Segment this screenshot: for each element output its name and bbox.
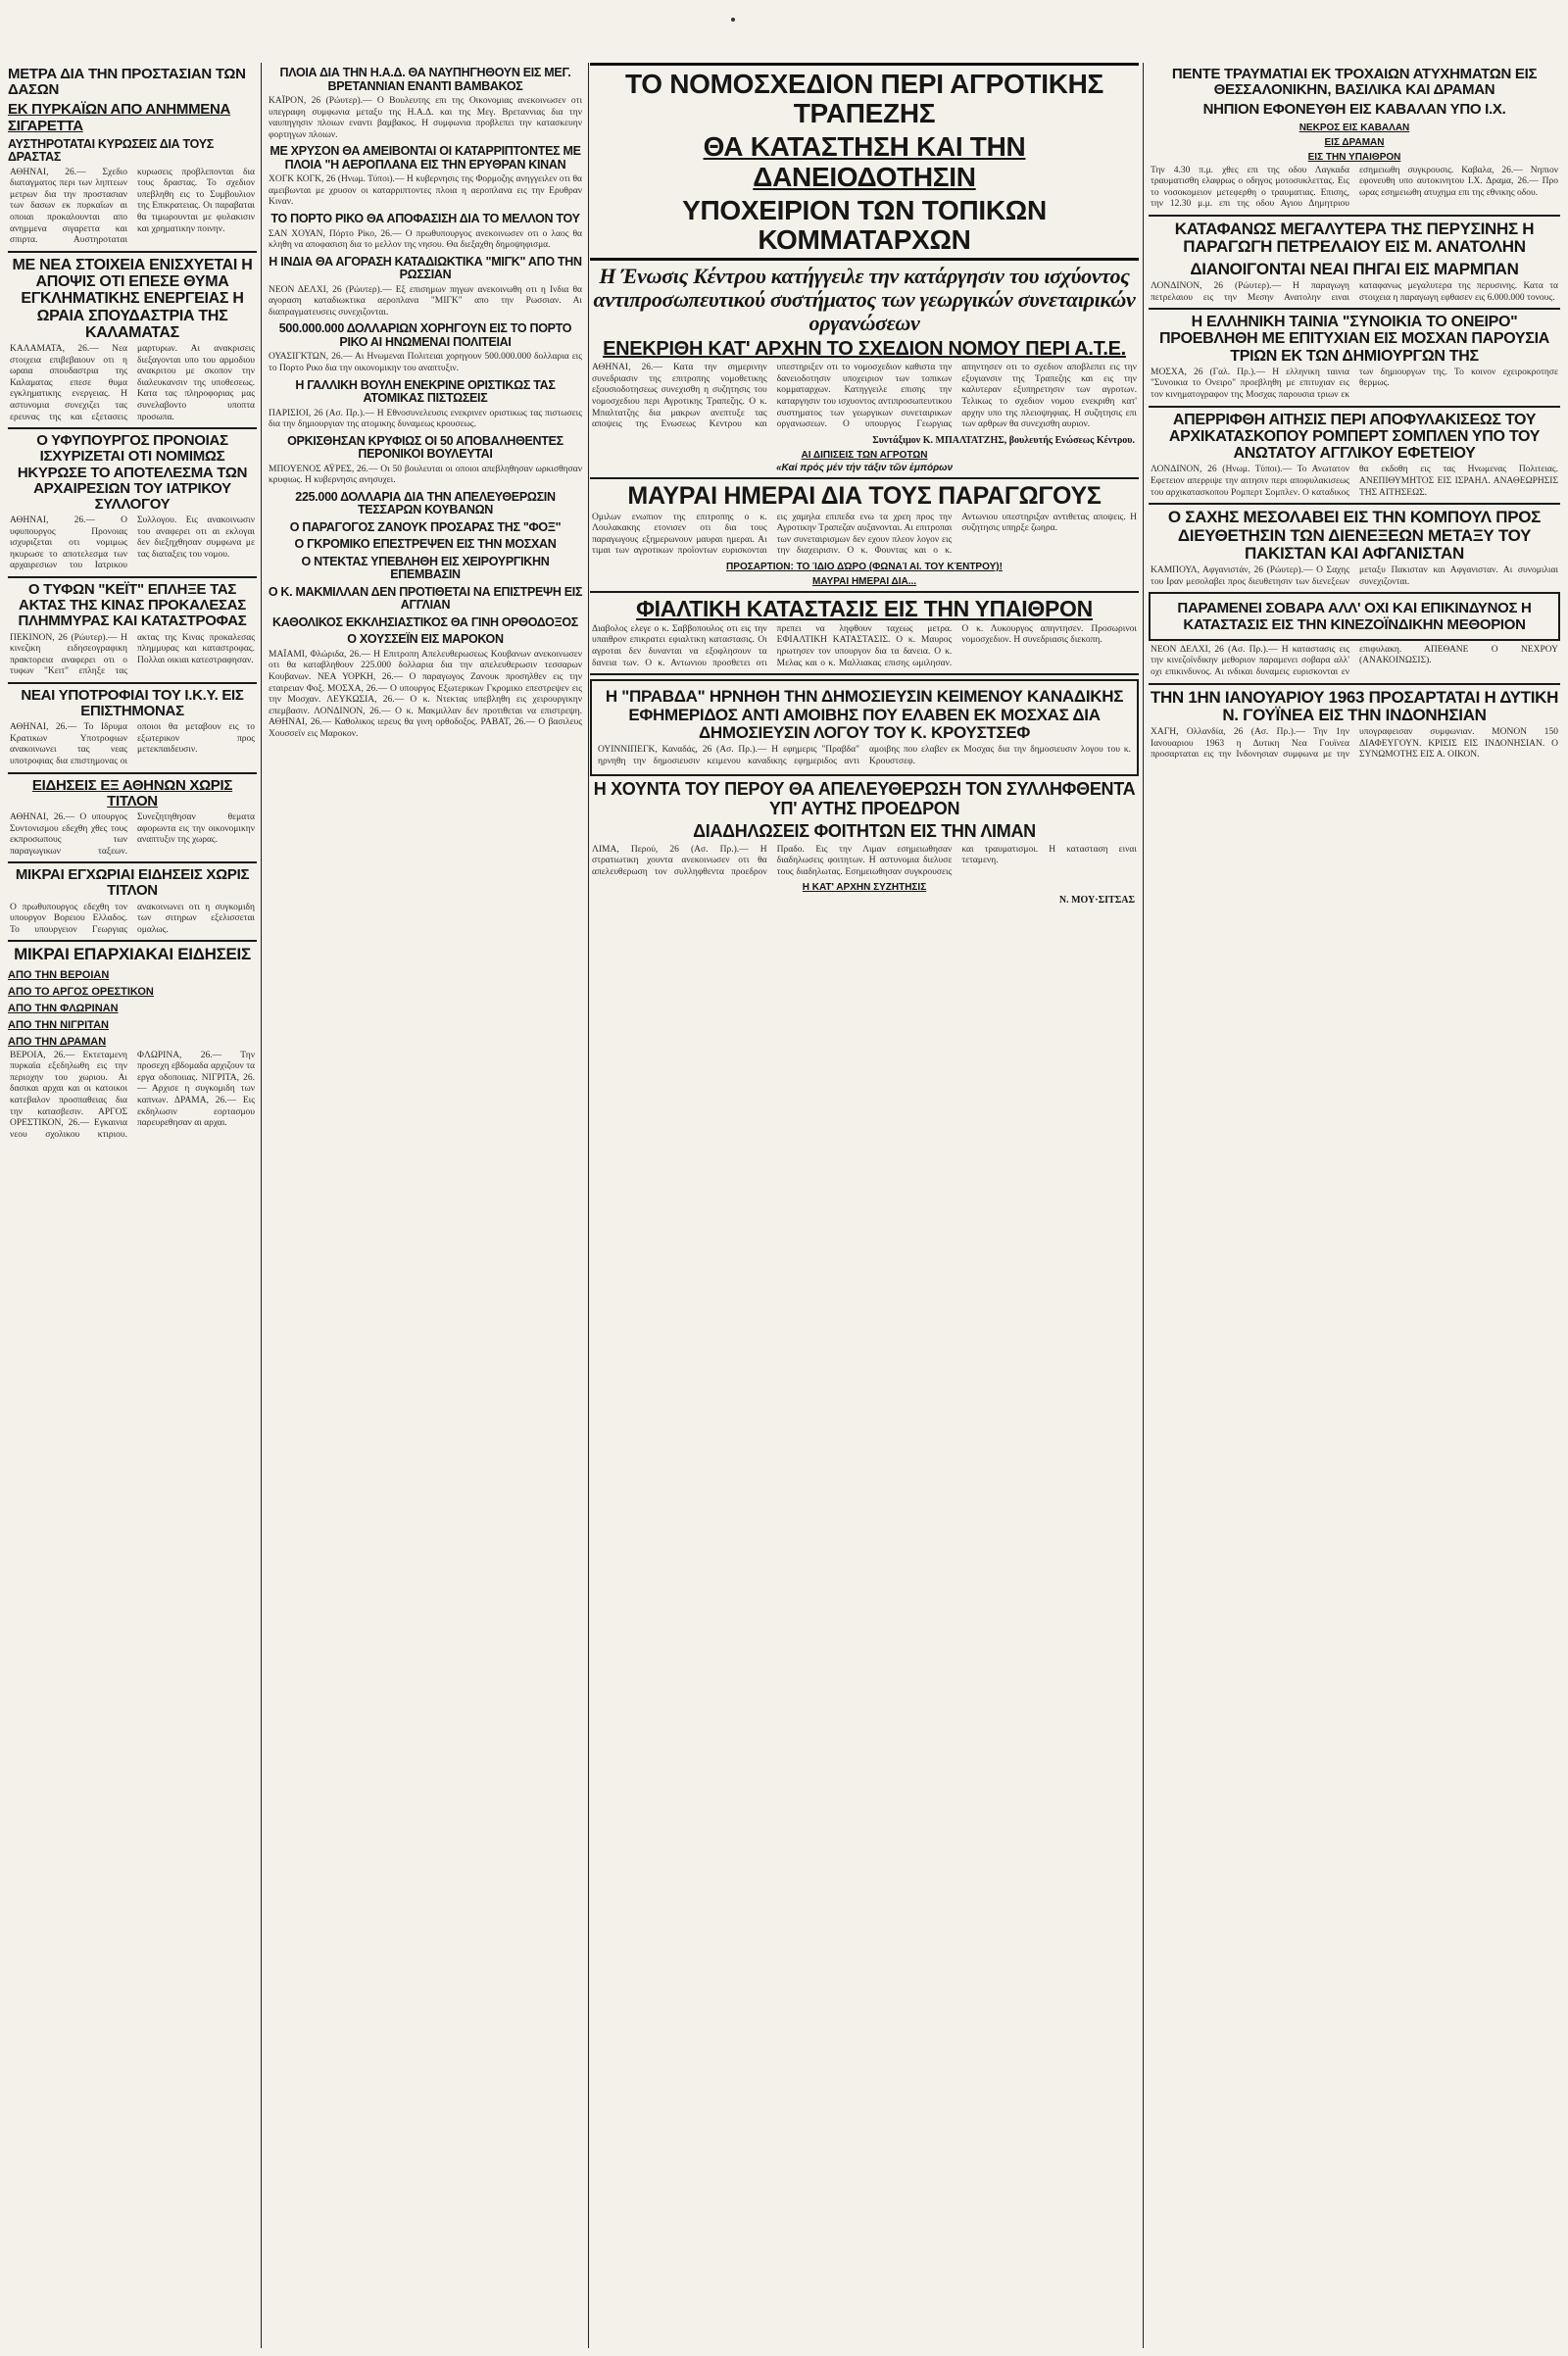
subtitle-drama: ΕΙΣ ΔΡΑΜΑΝ xyxy=(1324,136,1385,148)
main-headline-3: ΥΠΟΧΕΙΡΙΟΝ ΤΩΝ ΤΟΠΙΚΩΝ ΚΟΜΜΑΤΑΡΧΩΝ xyxy=(682,194,1047,256)
subtitle-annex: ΠΡΟΣΑΡΤΙΟΝ: ΤΟ ΊΔΙΟ ΔΏΡΟ (ΦΩΝΑΊ ΑΙ. ΤΟΥ ΚΈΝΤΡΟΥ)! xyxy=(726,562,1003,573)
divider xyxy=(1149,215,1560,217)
headline-kalamata: ΜΕ ΝΕΑ ΣΤΟΙΧΕΙΑ ΕΝΙΣΧΥΕΤΑΙ Η ΑΠΟΨΙΣ ΟΤΙ ΕΠΕΣΕ ΘΥΜΑ ΕΓΚΛΗΜΑΤΙΚΗΣ ΕΝΕΡΓΕΙΑΣ Η ΩΡΑΙΑ ΣΠΟΥΔΑΣΤΡΙΑ ΤΗΣ ΚΑΛΑΜΑΤΑΣ xyxy=(12,256,253,341)
divider xyxy=(8,251,257,253)
main-headline-2: ΘΑ ΚΑΤΑΣΤΗΣΗ ΚΑΙ ΤΗΝ ΔΑΝΕΙΟΔΟΤΗΣΙΝ xyxy=(703,131,1026,192)
article-ships: ΚΑΪΡΟΝ, 26 (Ρώυτερ).— Ο Βουλευτης επι της Οικονομιας ανεκοινωσεν οτι υπεγραφη συμφωνια μεταξυ της Η.Α.Δ. και της Μεγ. Βρεταννιας δια την ναυπηγησιν πλοιων εναντι βαμβακος. Η συμφωνια προβλεπει την κατασκευην φορτηγων πλοιων. xyxy=(269,96,582,140)
headline-forests: ΜΕΤΡΑ ΔΙΑ ΤΗΝ ΠΡΟΣΤΑΣΙΑΝ ΤΩΝ ΔΑΣΩΝ xyxy=(8,66,246,99)
headline-puerto-rico: ΤΟ ΠΟΡΤΟ ΡΙΚΟ ΘΑ ΑΠΟΦΑΣΙΣΗ ΔΙΑ ΤΟ ΜΕΛΛΟΝ ΤΟΥ xyxy=(270,212,580,226)
article-india-mig: ΝΕΟΝ ΔΕΛΧΙ, 26 (Ρώυτερ).— Εξ επισημων πηγων ανεκοινωθη οτι η Ινδια θα αγοραση καταδιωκτικα αεροπλανα "ΜΙΓΚ" απο την Ρωσσιαν. Αι διαπραγματευσεις συνεχιζονται. xyxy=(269,284,582,318)
subtitle-kavala: ΝΕΚΡΟΣ ΕΙΣ ΚΑΒΑΛΑΝ xyxy=(1298,122,1410,133)
main-headline-1: ΤΟ ΝΟΜΟΣΧΕΔΙΟΝ ΠΕΡΙ ΑΓΡΟΤΙΚΗΣ ΤΡΑΠΕΖΗΣ xyxy=(624,69,1104,129)
main-story xyxy=(590,63,1139,908)
headline-accidents: ΠΕΝΤΕ ΤΡΑΥΜΑΤΙΑΙ ΕΚ ΤΡΟΧΑΙΩΝ ΑΤΥΧΗΜΑΤΩΝ ΕΙΣ ΘΕΣΣΑΛΟΝΙΚΗΝ, ΒΑΣΙΛΙΚΑ ΚΑΙ ΔΡΑΜΑΝ xyxy=(1171,66,1538,99)
article-black-days: Ομιλων ενωπιον της επιτροπης ο κ. Λουλακακης ετονισεν οτι δια τους παραγωγους εξημερωνουν μαυραι ημεραι. Αι τιμαι των αγροτικων προϊοντων ευρισκονται εις χαμηλα επιπεδα ενω τα χρεη προς την Αγροτικην Τραπεζαν αυξανονται. Αι επιτροπαι των συνεταιρισμων δεν εχουν πλεον λογον εις την διαχειρισιν. Ο κ. Φουντας και ο κ. Αντωνιου υπεστηριξαν αντιθετας αποψεις. Η συζητησις υπηρξε ζωηρα. xyxy=(592,512,1137,557)
article-local-news: Ο πρωθυπουργος εδεχθη τον υπουργον Βορειου Ελλαδος. Το υπουργειον Γεωργιας ανακοινωνει οτι η συγκομιδη των σιτηρων εξελισσεται ομαλως. xyxy=(10,902,255,935)
headline-marban: ΔΙΑΝΟΙΓΟΝΤΑΙ ΝΕΑΙ ΠΗΓΑΙ ΕΙΣ ΜΑΡΜΠΑΝ xyxy=(1190,259,1519,278)
headline-french-assembly: Η ΓΑΛΛΙΚΗ ΒΟΥΛΗ ΕΝΕΚΡΙΝΕ ΟΡΙΣΤΙΚΩΣ ΤΑΣ ΑΤΟΜΙΚΑΣ ΠΙΣΤΩΣΕΙΣ xyxy=(295,377,556,406)
main-deck: Η Ένωσις Κέντρου κατήγγειλε την κατάργησιν του ισχύοντος αντιπροσωπευτικού συστήματος των γεωργικών συνεταιρικών οργανώσεων xyxy=(593,264,1136,335)
divider xyxy=(590,673,1139,675)
article-new-guinea: ΧΑΓΗ, Ολλανδία, 26 (Ασ. Πρ.).— Την 1ην Ιανουαριου 1963 η Δυτικη Νεα Γουϊνεα προσαρταται εις την Ινδονησιαν συμφωνα με την υπογραφεισαν συμφωνιαν. ΜΟΝΟΝ 150 ΔΙΑΦΕΥΓΟΥΝ. ΚΡΙΣΙΣ ΕΙΣ ΙΝΔΟΝΗΣΙΑΝ. Ο ΣΥΝΩΜΟΤΗΣ ΕΙΣ Α. ΟΙΚΟΝ. xyxy=(1151,727,1558,761)
main-subhead: ΕΝΕΚΡΙΘΗ ΚΑΤ' ΑΡΧΗΝ ΤΟ ΣΧΕΔΙΟΝ ΝΟΜΟΥ ΠΕΡΙ Α.Τ.Ε. xyxy=(603,337,1126,360)
section-florina: ΑΠΟ ΤΗΝ ΦΛΩΡΙΝΑΝ xyxy=(8,1002,119,1014)
subtitle-countryside: ΕΙΣ ΤΗΝ ΥΠΑΙΘΡΟΝ xyxy=(1307,151,1401,163)
article-nightmare: Διαβολος ελεγε ο κ. Σαββοπουλος οτι εις την υπαιθρον επικρατει εφιαλτικη καταστασις. Οι αγροται δεν δυνανται να εξοφλησουν τα δανεια των. Ο κ. Αντωνιου προσθετει οτι πρεπει να ληφθουν ταχεως μετρα. ΕΦΙΑΛΤΙΚΗ ΚΑΤΑΣΤΑΣΙΣ. Ο κ. Μαυρος ηρωτησεν τον υπουργον δια τα δανεια. Ο κ. Μελας και ο κ. Μαλλιακας επισης ωμιλησαν. Ο κ. Λυκουργος απηντησεν. Προσωρινοι νομοσχεδιον. Η συνεδριασις διεκοπη. xyxy=(592,623,1137,668)
headline-forests-3: ΑΥΣΤΗΡΟΤΑΤΑΙ ΚΥΡΩΣΕΙΣ ΔΙΑ ΤΟΥΣ ΔΡΑΣΤΑΣ xyxy=(8,136,214,165)
pravda-box xyxy=(590,679,1139,776)
divider xyxy=(1149,406,1560,408)
headline-new-guinea: ΤΗΝ 1ΗΝ ΙΑΝΟΥΑΡΙΟΥ 1963 ΠΡΟΣΑΡΤΑΤΑΙ Η ΔΥΤΙΚΗ Ν. ΓΟΥΪΝΕΑ ΕΙΣ ΤΗΝ ΙΝΔΟΝΗΣΙΑΝ xyxy=(1150,687,1559,724)
divider xyxy=(1149,308,1560,310)
headline-denktash: Ο ΝΤΕΚΤΑΣ ΥΠΕΒΛΗΘΗ ΕΙΣ ΧΕΙΡΟΥΡΓΙΚΗΝ ΕΠΕΜΒΑΣΙΝ xyxy=(301,554,550,582)
headline-black-days: ΜΑΥΡΑΙ ΗΜΕΡΑΙ ΔΙΑ ΤΟΥΣ ΠΑΡΑΓΩΓΟΥΣ xyxy=(627,481,1102,510)
divider xyxy=(1149,503,1560,505)
column-rule xyxy=(1143,63,1144,2348)
column-rule xyxy=(588,63,589,2348)
headline-lima: ΔΙΑΔΗΛΩΣΕΙΣ ΦΟΙΤΗΤΩΝ ΕΙΣ ΤΗΝ ΛΙΜΑΝ xyxy=(693,821,1036,842)
article-scholarships: ΑΘΗΝΑΙ, 26.— Το Ιδρυμα Κρατικων Υποτροφιων ανακοινωνει τας νεας υποτροφιας δια επιστημονας οι οποιοι θα μεταβουν εις το εξωτερικον προς μετεκπαιδευσιν. xyxy=(10,722,255,766)
headline-peru: Η ΧΟΥΝΤΑ ΤΟΥ ΠΕΡΟΥ ΘΑ ΑΠΕΛΕΥΘΕΡΩΣΗ ΤΟΝ ΣΥΛΛΗΦΘΕΝΤΑ ΥΠ' ΑΥΤΗΣ ΠΡΟΕΔΡΟΝ xyxy=(593,779,1136,818)
headline-local-news: ΜΙΚΡΑΙ ΕΓΧΩΡΙΑΙ ΕΙΔΗΣΕΙΣ ΧΩΡΙΣ ΤΙΤΛΟΝ xyxy=(15,866,250,900)
headline-film: Η ΕΛΛΗΝΙΚΗ ΤΑΙΝΙΑ "ΣΥΝΟΙΚΙΑ ΤΟ ΟΝΕΙΡΟ" ΠΡΟΕΒΛΗΘΗ ΜΕ ΕΠΙΤΥΧΙΑΝ ΕΙΣ ΜΟΣΧΑΝ ΠΑΡΟΥΣΙΑ ΤΡΙΩΝ ΕΚ ΤΩΝ ΔΗΜΙΟΥΡΓΩΝ ΤΗΣ xyxy=(1158,314,1550,365)
article-gold: ΧΟΓΚ ΚΟΓΚ, 26 (Ηνωμ. Τύποι).— Η κυβερνησις της Φορμοζης ανηγγειλεν οτι θα αμειβωνται με χρυσον οι καταρριπτοντες πλοια η αεροπλανα εις την Ερυθραν Κιναν. xyxy=(269,174,582,208)
article-typhoon: ΠΕΚΙΝΟΝ, 26 (Ρώυτερ).— Η κινεζικη ειδησεογραφικη πρακτορεια αναφερει οτι ο τυφων "Κειτ" επληξε τας ακτας της Κινας προκαλεσας πλημμυρας και καταστροφας. Πολλαι οικιαι κατεστραφησαν. xyxy=(10,632,255,677)
headline-scholarships: ΝΕΑΙ ΥΠΟΤΡΟΦΙΑΙ ΤΟΥ Ι.Κ.Υ. ΕΙΣ ΕΠΙΣΤΗΜΟΝΑΣ xyxy=(21,686,244,720)
page-marker xyxy=(731,18,735,22)
article-border: ΝΕΟΝ ΔΕΛΧΙ, 26 (Ασ. Πρ.).— Η καταστασις εις την κινεζοϊνδικην μεθοριον παραμενει σοβαρα αλλ' οχι επικινδυνος. Αι ινδικαι δυναμεις ευρισκονται εν επιφυλακη. ΑΠΕΘΑΝΕ Ο ΝΕΧΡΟΥ (ΑΝΑΚΟΙΝΩΣΙΣ). xyxy=(1151,644,1558,677)
main-article: ΑΘΗΝΑΙ, 26.— Κατα την σημερινην συνεδριασιν της επιτροπης νομοθετικης εξουσιοδοτησεως συνεχισθη η συζητησις του νομοσχεδιου περι Αγροτικης Τραπεζης. Ο κ. Μπαλτατζης δια μακρων ανεπτυξε τας αποψεις της Ενωσεως Κεντρου και υπεστηριξεν οτι το νομοσχεδιον καθιστα την δανειοδοτησιν υποχειριον των τοπικων κομματαρχων. Κατηγγειλε επισης την καταργησιν του ισχυοντος αντιπροσωπευτικου συστηματος των γεωργικων συνεταιρικων οργανωσεων. Ο υπουργος Γεωργιας απηντησεν οτι το σχεδιον αποβλεπει εις την εξυγιανσιν της Τραπεζης και εις την καλυτεραν εξυπηρετησιν των αγροτων. Τελικως το σχεδιον νομου ενεκριθη κατ' αρχην υπο της πλειοψηφιας. Η συζητησις επι των αρθρων θα συνεχισθη αυριον. xyxy=(592,363,1137,430)
headline-athens-news: ΕΙΔΗΣΕΙΣ ΕΞ ΑΘΗΝΩΝ ΧΩΡΙΣ ΤΙΤΛΟΝ xyxy=(31,776,233,810)
section-drama: ΑΠΟ ΤΗΝ ΔΡΑΜΑΝ xyxy=(8,1035,107,1048)
article-athens-news: ΑΘΗΝΑΙ, 26.— Ο υπουργος Συντονισμου εδεχθη χθες τους εκπροσωπους των παραγωγικων ταξεων. Συνεζητηθησαν θεματα αφορωντα εις την οικονομικην αναπτυξιν της χωρας. xyxy=(10,811,255,857)
main-headline-box xyxy=(590,63,1139,261)
divider xyxy=(8,861,257,863)
article-puerto-rico: ΣΑΝ ΧΟΥΑΝ, Πόρτο Ρίκο, 26.— Ο πρωθυπουργος ανεκοινωσεν οτι ο λαος θα κληθη να αποφασιση δια το μελλον της νησου. Θα διεξαχθη δημοψηφισμα. xyxy=(269,228,582,251)
headline-hussein: Ο ΧΟΥΣΣΕΪΝ ΕΙΣ ΜΑΡΟΚΟΝ xyxy=(347,632,504,647)
section-argos: ΑΠΟ ΤΟ ΑΡΓΟΣ ΟΡΕΣΤΙΚΟΝ xyxy=(8,985,154,998)
subtitle-discussion: Η ΚΑΤ' ΑΡΧΗΝ ΣΥΖΗΤΗΣΙΣ xyxy=(802,882,927,894)
headline-ships: ΠΛΟΙΑ ΔΙΑ ΤΗΝ Η.Α.Δ. ΘΑ ΝΑΥΠΗΓΗΘΟΥΝ ΕΙΣ ΜΕΓ. ΒΡΕΤΑΝΝΙΑΝ ΕΝΑΝΤΙ ΒΑΜΒΑΚΟΣ xyxy=(279,66,571,93)
article-briefs: ΜΑΪΑΜΙ, Φλώριδα, 26.— Η Επιτροπη Απελευθερωσεως Κουβανων ανεκοινωσεν οτι θα καταβληθουν 225.000 δολλαρια δια την απελευθερωσιν τεσσαρων Κουβανων. ΝΕΑ ΥΟΡΚΗ, 26.— Ο παραγωγος Ζανουκ προσηλθεν εις την εταιρειαν Φοξ. ΜΟΣΧΑ, 26.— Ο υπουργος Εξωτερικων Γκρομικο επεστρεψεν εις την Μοσχαν. ΛΕΥΚΩΣΙΑ, 26.— Ο κ. Ντεκτας υπεβληθη εις χειρουργικην επεμβασιν. ΛΟΝΔΙΝΟΝ, 26.— Ο κ. Μακμιλλαν δεν προτιθεται να επιστρεψη. ΑΘΗΝΑΙ, 26.— Καθολικος ιερευς θα γινη ορθοδοξος. ΡΑΒΑΤ, 26.— Ο βασιλευς Χουσσεϊν εις Μαροκον. xyxy=(269,649,582,739)
article-peru: ΛΙΜΑ, Περού, 26 (Ασ. Πρ.).— Η στρατιωτικη χουντα ανεκοινωσεν οτι θα απελευθερωση τον συλληφθεντα προεδρον Πραδο. Εις την Λιμαν εσημειωθησαν διαδηλωσεις φοιτητων. Η αστυνομια διελυσε τους διαδηλωτας. Εσημειωθησαν συγκρουσεις και τραυματισμοι. Η κατασταση ειναι τεταμενη. xyxy=(592,844,1137,877)
headline-catholic: ΚΑΘΟΛΙΚΟΣ ΕΚΚΛΗΣΙΑΣΤΙΚΟΣ ΘΑ ΓΙΝΗ ΟΡΘΟΔΟΞΟΣ xyxy=(272,614,578,629)
article-peronists: ΜΠΟΥΕΝΟΣ ΑΫΡΕΣ, 26.— Οι 50 βουλευται οι οποιοι απεβληθησαν ωρκισθησαν κρυφιως. Η κυβερνησις ανησυχει. xyxy=(269,464,582,486)
divider xyxy=(1149,683,1560,685)
column-rule xyxy=(261,63,262,2348)
divider xyxy=(8,682,257,684)
divider xyxy=(590,477,1139,479)
main-subtitle-farmers: ΑΙ ΔΙΠΙΣΕΙΣ ΤΩΝ ΑΓΡΟΤΩΝ xyxy=(801,449,928,461)
headline-india-mig: Η ΙΝΔΙΑ ΘΑ ΑΓΟΡΑΣΗ ΚΑΤΑΔΙΩΚΤΙΚΑ "ΜΙΓΚ" ΑΠΟ ΤΗΝ ΡΩΣΣΙΑΝ xyxy=(269,254,582,282)
article-oil: ΛΟΝΔΙΝΟΝ, 26 (Ρώυτερ).— Η παραγωγη πετρελαιου εις την Μεσην Ανατολην ειναι καταφανως μεγαλυτερα της περυσινης. Κατα τα στοιχεια η παραγωγη εφθασεν εις 6.000.000 τονους. xyxy=(1151,280,1558,303)
divider xyxy=(8,772,257,774)
headline-oil: ΚΑΤΑΦΑΝΩΣ ΜΕΓΑΛΥΤΕΡΑ ΤΗΣ ΠΕΡΥΣΙΝΗΣ Η ΠΑΡΑΓΩΓΗ ΠΕΤΡΕΛΑΙΟΥ ΕΙΣ Μ. ΑΝΑΤΟΛΗΝ xyxy=(1174,219,1535,257)
article-film: ΜΟΣΧΑ, 26 (Γαλ. Πρ.).— Η ελληνικη ταινια "Συνοικια το Ονειρο" προεβληθη με επιτυχιαν εις τον κινηματογραφον της Μοσχας παρουσια τριων εκ των δημιουργων της. Το κοινον εχειροκροτησε θερμως. xyxy=(1151,367,1558,401)
headline-pravda: Η "ΠΡΑΒΔΑ" ΗΡΝΗΘΗ ΤΗΝ ΔΗΜΟΣΙΕΥΣΙΝ ΚΕΙΜΕΝΟΥ ΚΑΝΑΔΙΚΗΣ ΕΦΗΜΕΡΙΔΟΣ ΑΝΤΙ ΑΜΟΙΒΗΣ ΠΟΥ ΕΛΑΒΕΝ ΕΚ ΜΟΣΧΑΣ ΔΙΑ ΔΗΜΟΣΙΕΥΣΙΝ ΛΟΓΟΥ ΤΟΥ Κ. ΚΡΟΥΣΤΣΕΦ xyxy=(605,687,1124,742)
divider xyxy=(8,940,257,942)
article-shah: ΚΑΜΠΟΥΛ, Αφγανιστάν, 26 (Ρώυτερ).— Ο Σαχης του Ιραν μεσολαβει προς διευθετησιν των διενεξεων μεταξυ Πακισταν και Αφγανισταν. Αι συνομιλιαι συνεχιζονται. xyxy=(1151,565,1558,587)
article-forests: ΑΘΗΝΑΙ, 26.— Σχεδιο διαταγματος περι των ληπτεων μετρων δια την προστασιαν των δασων εκ πυρκαΐων αι οποιαι προκαλουνται απο ανημμενα σιγαρεττα και σπιρτα. Αυστηροταται κυρωσεις προβλεπονται δια τους δραστας. Το σχεδιον υπεβληθη εις το Συμβουλιον της Επικρατειας. Οι παραβαται θα τιμωρουνται με φυλακισιν και χρηματικην ποινην. xyxy=(10,167,255,246)
border-box xyxy=(1149,592,1560,640)
article-kalamata: ΚΑΛΑΜΑΤΑ, 26.— Νεα στοιχεια επιβεβαιουν οτι η ωραια σπουδαστρια της Καλαματας επεσε θυμα εγκληματικης ενεργειας. Η αστυνομια συνεχιζει τας ερευνας της και εξετασεις μαρτυρων. Αι ανακρισεις διεξαγονται υπο του αρμοδιου ανακριτου με σκοπον την διαλευκανσιν της υποθεσεως. Κατα τας πληροφοριας μας συνελαβοντο υποπτα προσωπα. xyxy=(10,344,255,422)
headline-soblen: ΑΠΕΡΡΙΦΘΗ ΑΙΤΗΣΙΣ ΠΕΡΙ ΑΠΟΦΥΛΑΚΙΣΕΩΣ ΤΟΥ ΑΡΧΙΚΑΤΑΣΚΟΠΟΥ ΡΟΜΠΕΡΤ ΣΟΜΠΛΕΝ ΥΠΟ ΤΟΥ ΑΝΩΤΑΤΟΥ ΑΓΓΛΙΚΟΥ ΕΦΕΤΕΙΟΥ xyxy=(1168,411,1541,463)
headline-forests-2: ΕΚ ΠΥΡΚΑΪΩΝ ΑΠΟ ΑΝΗΜΜΕΝΑ ΣΙΓΑΡΕΤΤΑ xyxy=(8,101,231,134)
article-soblen: ΛΟΝΔΙΝΟΝ, 26 (Ηνωμ. Τύποι).— Το Ανωτατον Εφετειον απερριψε την αιτησιν περι αποφυλακισεως του αρχικατασκοπου Ρομπερτ Σομπλεν. Ο καταδικος θα εκδοθη εις τας Ηνωμενας Πολιτειας. ΑΝΕΠΙΘΥΜΗΤΟΣ ΕΙΣ ΙΣΡΑΗΛ. ΑΝΑΘΕΩΡΗΣΙΣ ΤΗΣ ΑΙΤΗΣΕΩΣ. xyxy=(1151,465,1558,498)
article-french-assembly: ΠΑΡΙΣΙΟΙ, 26 (Ασ. Πρ.).— Η Εθνοσυνελευσις ενεκρινεν οριστικως τας πιστωσεις δια την δημιουργιαν της ατομικης δυναμεως κρουσεως. xyxy=(269,408,582,430)
headline-nightmare: ΦΙΑΛΤΙΚΗ ΚΑΤΑΣΤΑΣΙΣ ΕΙΣ ΤΗΝ ΥΠΑΙΘΡΟΝ xyxy=(636,596,1093,622)
headline-border: ΠΑΡΑΜΕΝΕΙ ΣΟΒΑΡΑ ΑΛΛ' ΟΧΙ ΚΑΙ ΕΠΙΚΙΝΔΥΝΟΣ Η ΚΑΤΑΣΤΑΣΙΣ ΕΙΣ ΤΗΝ ΚΙΝΕΖΟΪΝΔΙΚΗΝ ΜΕΘΟΡΙΟΝ xyxy=(1177,600,1532,633)
article-medical: ΑΘΗΝΑΙ, 26.— Ο υφυπουργος Προνοιας ισχυριζεται οτι νομιμως ηκυρωσε το αποτελεσμα των αρχαιρεσιων του Ιατρικου Συλλογου. Εις ανακοινωσιν του αναφερει οτι αι εκλογαι δεν διεξηχθησαν συμφωνα με τας διαταξεις του νομου. xyxy=(10,515,255,571)
column-2 xyxy=(267,63,584,2348)
headline-gromyko: Ο ΓΚΡΟΜΙΚΟ ΕΠΕΣΤΡΕΨΕΝ ΕΙΣ ΤΗΝ ΜΟΣΧΑΝ xyxy=(294,537,557,552)
headline-500m: 500.000.000 ΔΟΛΛΑΡΙΩΝ ΧΟΡΗΓΟΥΝ ΕΙΣ ΤΟ ΠΟΡΤΟ ΡΙΚΟ ΑΙ ΗΝΩΜΕΝΑΙ ΠΟΛΙΤΕΙΑΙ xyxy=(278,321,572,349)
article-signature: Ν. ΜΟΥ·ΣΙΤΣΑΣ xyxy=(1058,895,1135,907)
main-quote: «Καί πρός μέν τήν τάξιν τῶν ἐμπόρων xyxy=(775,462,954,473)
headline-zanuck: Ο ΠΑΡΑΓΟΓΟΣ ΖΑΝΟΥΚ ΠΡΟΣΑΡΑΣ ΤΗΣ "ΦΟΞ" xyxy=(289,519,562,534)
headline-infant: ΝΗΠΙΟΝ ΕΦΟΝΕΥΘΗ ΕΙΣ ΚΑΒΑΛΑΝ ΥΠΟ Ι.Χ. xyxy=(1202,101,1506,119)
divider xyxy=(8,427,257,429)
headline-macmillan: Ο Κ. ΜΑΚΜΙΛΛΑΝ ΔΕΝ ΠΡΟΤΙΘΕΤΑΙ ΝΑ ΕΠΙΣΤΡΕΨΗ ΕΙΣ ΑΓΓΛΙΑΝ xyxy=(268,584,583,613)
section-veroia: ΑΠΟ ΤΗΝ ΒΕΡΟΙΑΝ xyxy=(8,968,110,981)
divider xyxy=(590,591,1139,593)
article-accidents: Την 4.30 π.μ. χθες επι της οδου Λαγκαδα τραυματισθη ελαφρως ο οδηγος μοτοσυκλεττας. Εις το νοσοκομειον μετεφερθη ο τραυματιας. Επισης, την 12.30 μ.μ. επι της οδου Αγιου Δημητριου εσημειωθη συγκρουσις. Καβαλα, 26.— Νηπιον εφονευθη υπο αυτοκινητου Ι.Χ. Δραμα, 26.— Προ ωρας εσημειωθη ατυχημα επι της εθνικης οδου. xyxy=(1151,165,1558,210)
main-signature: Συντάξιμον Κ. ΜΠΑΛΤΑΤΖΗΣ, βουλευτής Ενώσεως Κέντρου. xyxy=(872,434,1135,446)
headline-medical: Ο ΥΦΥΠΟΥΡΓΟΣ ΠΡΟΝΟΙΑΣ ΙΣΧΥΡΙΖΕΤΑΙ ΟΤΙ ΝΟΜΙΜΩΣ ΗΚΥΡΩΣΕ ΤΟ ΑΠΟΤΕΛΕΣΜΑ ΤΩΝ ΑΡΧΑΙΡΕΣΙΩΝ ΤΟΥ ΙΑΤΡΙΚΟΥ ΣΥΛΛΟΓΟΥ xyxy=(17,432,248,513)
subtitle-black-days: ΜΑΥΡΑΙ ΗΜΕΡΑΙ ΔΙΑ... xyxy=(811,576,917,588)
article-500m: ΟΥΑΣΙΓΚΤΩΝ, 26.— Αι Ηνωμεναι Πολιτειαι χορηγουν 500.000.000 δολλαρια εις το Πορτο Ρικο δια την οικονομικην του αναπτυξιν. xyxy=(269,352,582,374)
section-nigrita: ΑΠΟ ΤΗΝ ΝΙΓΡΙΤΑΝ xyxy=(8,1018,109,1031)
article-pravda: ΟΥΙΝΝΙΠΕΓΚ, Καναδάς, 26 (Ασ. Πρ.).— Η εφημερις "Πραβδα" ηρνηθη την δημοσιευσιν κειμενου καναδικης εφημεριδος αντι αμοιβης που ελαβεν εκ Μοσχας δια την δημοσιευσιν λογου του κ. Κρουστσεφ. xyxy=(598,745,1131,766)
headline-225k: 225.000 ΔΟΛΛΑΡΙΑ ΔΙΑ ΤΗΝ ΑΠΕΛΕΥΘΕΡΩΣΙΝ ΤΕΣΣΑΡΩΝ ΚΟΥΒΑΝΩΝ xyxy=(295,489,556,517)
article-provincial: ΒΕΡΟΙΑ, 26.— Εκτεταμενη πυρκαϊα εξεδηλωθη εις την περιοχην του χωριου. Αι δασικαι αρχαι και οι κατοικοι κατεβαλον προσπαθειας δια την κατασβεσιν. ΑΡΓΟΣ ΟΡΕΣΤΙΚΟΝ, 26.— Εγκαινια νεου σχολικου κτιριου. ΦΛΩΡΙΝΑ, 26.— Την προσεχη εβδομαδα αρχιζουν τα εργα οδοποιιας. ΝΙΓΡΙΤΑ, 26.— Αρχισε η συγκομιδη των καπνων. ΔΡΑΜΑ, 26.— Εις εκδηλωσιν εορτασμου παρευρεθησαν αι αρχαι. xyxy=(10,1050,255,1140)
headline-gold: ΜΕ ΧΡΥΣΟΝ ΘΑ ΑΜΕΙΒΟΝΤΑΙ ΟΙ ΚΑΤΑΡΡΙΠΤΟΝΤΕΣ ΜΕ ΠΛΟΙΑ "Η ΑΕΡΟΠΛΑΝΑ ΕΙΣ ΤΗΝ ΕΡΥΘΡΑΝ ΚΙΝΑΝ xyxy=(270,144,581,172)
headline-peronists: ΟΡΚΙΣΘΗΣΑΝ ΚΡΥΦΙΩΣ ΟΙ 50 ΑΠΟΒΑΛΗΘΕΝΤΕΣ ΠΕΡΟΝΙΚΟΙ ΒΟΥΛΕΥΤΑΙ xyxy=(287,433,564,462)
column-1 xyxy=(8,63,257,2348)
headline-shah: Ο ΣΑΧΗΣ ΜΕΣΟΛΑΒΕΙ ΕΙΣ ΤΗΝ ΚΟΜΠΟΥΛ ΠΡΟΣ ΔΙΕΥΘΕΤΗΣΙΝ ΤΩΝ ΔΙΕΝΕΞΕΩΝ ΜΕΤΑΞΥ ΤΟΥ ΠΑΚΙΣΤΑΝ ΚΑΙ ΑΦΓΑΝΙΣΤΑΝ xyxy=(1167,508,1542,563)
divider xyxy=(8,576,257,578)
headline-typhoon: Ο ΤΥΦΩΝ "ΚΕΪΤ" ΕΠΛΗΞΕ ΤΑΣ ΑΚΤΑΣ ΤΗΣ ΚΙΝΑΣ ΠΡΟΚΑΛΕΣΑΣ ΠΛΗΜΜΥΡΑΣ ΚΑΙ ΚΑΤΑΣΤΡΟΦΑΣ xyxy=(18,581,247,630)
column-5 xyxy=(1149,63,1560,2348)
headline-provincial: ΜΙΚΡΑΙ ΕΠΑΡΧΙΑΚΑΙ ΕΙΔΗΣΕΙΣ xyxy=(14,945,251,964)
